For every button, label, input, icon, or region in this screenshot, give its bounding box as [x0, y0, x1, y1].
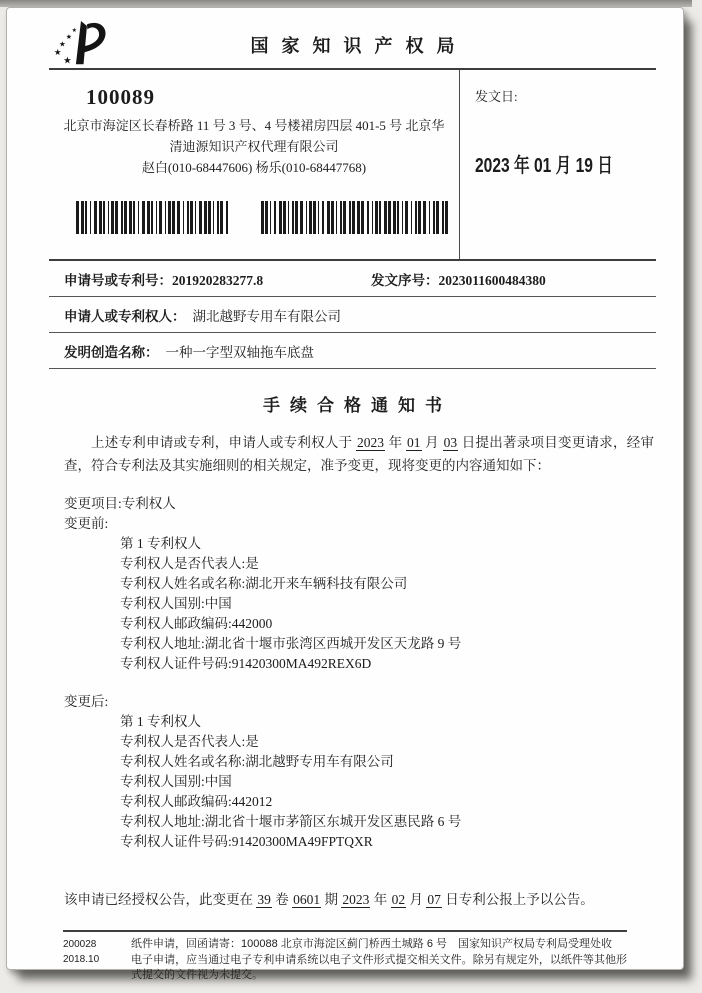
applicant-row: [49, 297, 656, 333]
gazette-month: 02: [391, 892, 406, 907]
change-before-label: 变更前:: [64, 516, 109, 531]
publication-text: 卷: [271, 892, 293, 907]
change-after-block: [120, 712, 656, 852]
before-line: 专利权人地址:湖北省十堰市张湾区西城开发区天龙路 9 号: [120, 636, 462, 651]
request-day: 03: [443, 435, 458, 450]
barcode-row: [76, 201, 459, 234]
publication-text: 月: [406, 892, 427, 907]
before-line: 第 1 专利权人: [120, 536, 201, 551]
applicant-label: 申请人或专利权人：: [64, 308, 186, 324]
sender-address-line1: 北京市海淀区长春桥路 11 号 3 号、4 号楼裙房四层 401-5 号 北京华: [63, 118, 445, 133]
after-line: 专利权人邮政编码:442012: [120, 794, 273, 809]
change-before-block: [120, 534, 656, 674]
document-page: [6, 7, 684, 981]
change-item: 变更项目:专利权人: [64, 496, 176, 511]
paragraph-text: 日提出著录项目变更请求，经审查，符合专利法及其实施细则的相关规定，准予变更，现将变更的内容通知如下：: [64, 435, 655, 473]
sender-address-line2: 清迪源知识产权代理有限公司: [169, 139, 339, 154]
gazette-volume: 39: [257, 892, 271, 907]
before-line: 专利权人姓名或名称:湖北开来车辆科技有限公司: [120, 576, 408, 591]
barcode-left: [76, 201, 231, 234]
before-line: 专利权人是否代表人:是: [120, 556, 259, 571]
application-number-value: 201920283277.8: [172, 272, 264, 288]
barcode-gap: [231, 201, 261, 234]
invention-label: 发明创造名称：: [64, 344, 159, 360]
invention-row: [49, 333, 656, 369]
notice-title: 手续合格通知书: [263, 396, 452, 415]
after-line: 专利权人地址:湖北省十堰市茅箭区东城开发区惠民路 6 号: [120, 814, 462, 829]
svg-text:★: ★: [63, 56, 72, 67]
publication-text: 日专利公报上予以公告。: [441, 892, 594, 907]
serial-number-cell: [371, 269, 546, 289]
before-line: 专利权人国别:中国: [120, 596, 232, 611]
dispatch-date-label: 发文日:: [475, 89, 518, 104]
paragraph-text: 月: [421, 435, 443, 450]
footer-note-paper: 纸件申请，回函请寄：100088 北京市海淀区蓟门桥西土城路 6 号 国家知识产权局专利局受理处收: [131, 938, 612, 950]
dispatch-date-value: 2023 年 01 月 19 日: [475, 155, 613, 177]
before-line: 专利权人证件号码:91420300MA492REX6D: [120, 656, 372, 671]
change-after-label: 变更后:: [64, 694, 109, 709]
publication-line: [49, 890, 656, 910]
after-line: 第 1 专利权人: [120, 714, 201, 729]
after-line: 专利权人证件号码:91420300MA49FPTQXR: [120, 834, 373, 849]
notice-paragraph: [49, 431, 656, 477]
svg-text:★: ★: [53, 46, 62, 57]
after-line: 专利权人姓名或名称:湖北越野专用车有限公司: [120, 754, 394, 769]
publication-text: 期: [321, 892, 342, 907]
gazette-year: 2023: [342, 892, 370, 907]
address-dispatch-table: [49, 70, 656, 261]
invention-name: 一种一字型双轴拖车底盘: [165, 344, 314, 360]
document-footer: [63, 930, 627, 984]
application-number-row: [49, 261, 656, 297]
agency-title: 国家知识产权局: [250, 36, 468, 56]
before-line: 专利权人邮政编码:442000: [120, 616, 273, 631]
dispatch-date-cell: [460, 70, 658, 259]
sender-contacts: 赵白(010-68447606) 杨乐(010-68447768): [141, 160, 367, 175]
svg-text:★: ★: [71, 27, 77, 34]
request-month: 01: [407, 435, 421, 450]
paragraph-text: 上述专利申请或专利，申请人或专利权人于: [91, 435, 356, 450]
after-line: 专利权人国别:中国: [120, 774, 232, 789]
serial-number-label: 发文序号：: [371, 272, 439, 288]
application-number-cell: [64, 269, 371, 289]
sender-address: [49, 115, 459, 178]
svg-text:★: ★: [65, 33, 72, 41]
applicant-name: 湖北越野专用车有限公司: [192, 308, 341, 324]
publication-text: 该申请已经授权公告，此变更在: [64, 892, 257, 907]
application-number-label: 申请号或专利号：: [64, 272, 172, 288]
footer-note-electronic: 电子申请，应当通过电子专利申请系统以电子文件形式提交相关文件。除另有规定外，以纸件等其他形式提交的文件视为未提交。: [131, 953, 627, 981]
publication-text: 年: [370, 892, 391, 907]
form-codes: [63, 937, 131, 984]
serial-number-value: 2023011600484380: [438, 272, 546, 288]
gazette-day: 07: [427, 892, 441, 907]
form-code: 200028: [63, 939, 97, 950]
scan-edge-shadow: [0, 0, 692, 7]
paragraph-text: 年: [385, 435, 407, 450]
footer-notes: [131, 937, 627, 984]
form-date: 2018.10: [63, 954, 100, 965]
sender-address-cell: [49, 70, 460, 259]
svg-text:★: ★: [58, 39, 66, 49]
after-line: 专利权人是否代表人:是: [120, 734, 259, 749]
request-year: 2023: [357, 435, 384, 450]
gazette-issue: 0601: [293, 892, 321, 907]
barcode-right: [261, 201, 450, 234]
document-header: [49, 8, 656, 70]
sender-postcode: 100089: [86, 85, 155, 109]
